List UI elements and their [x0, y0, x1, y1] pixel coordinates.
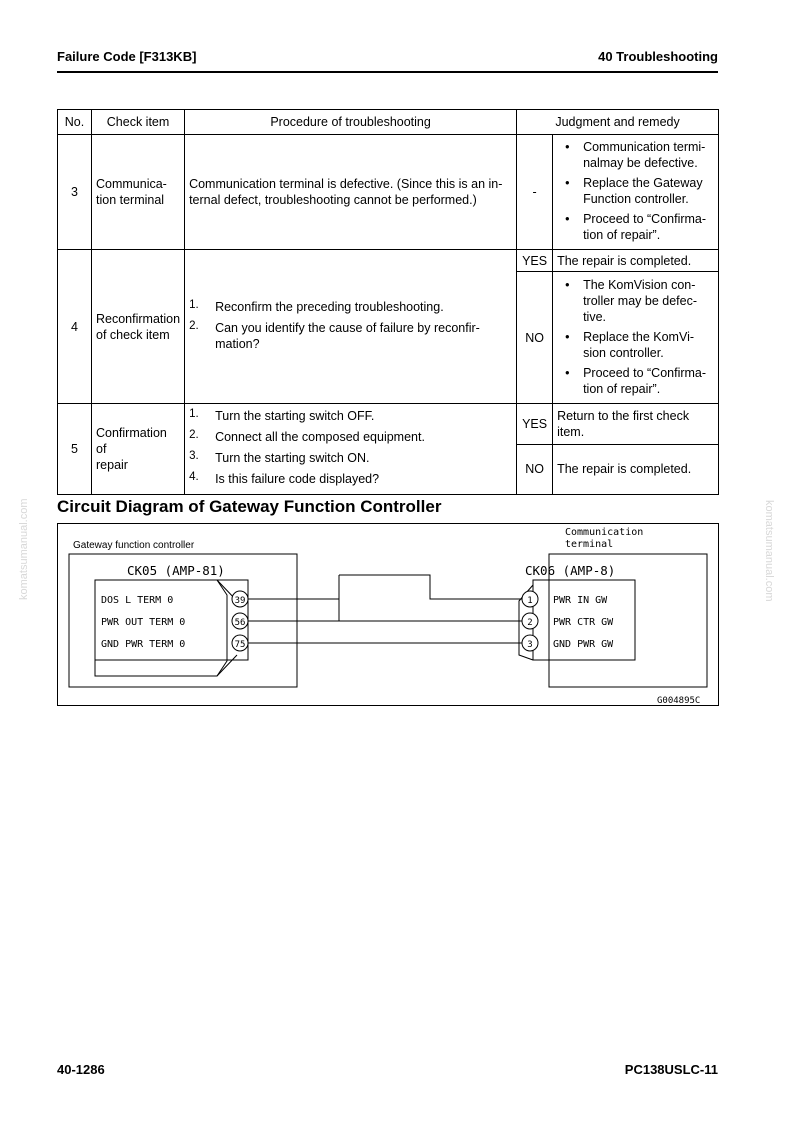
left-box-label: Gateway function controller — [73, 540, 195, 551]
right-pin-number: 1 — [527, 596, 533, 606]
remedy-item: • Replace the Gateway Function controller. — [557, 175, 714, 207]
page-header — [57, 49, 718, 73]
right-box-label: Communication — [565, 527, 644, 538]
left-pin-number: 56 — [234, 618, 246, 628]
step-number: 3. — [189, 450, 199, 462]
left-pin-number: 75 — [234, 640, 246, 650]
procedure-step — [189, 471, 512, 487]
step-number: 2. — [189, 319, 199, 332]
right-pin-number: 2 — [527, 618, 533, 628]
right-pin-number: 3 — [527, 640, 533, 650]
yes-remedy: Return to the first check item. — [553, 404, 719, 445]
right-connector-label: CK06 (AMP-8) — [525, 563, 616, 578]
model-number: PC138USLC-11 — [624, 1062, 718, 1077]
col-header-no: No. — [58, 110, 92, 135]
left-pin-label: PWR OUT TERM 0 — [101, 617, 186, 628]
no-label: NO — [517, 444, 553, 494]
col-header-check-item: Check item — [92, 110, 185, 135]
row-check-item: Communica- tion terminal — [92, 135, 185, 250]
procedure-step — [189, 408, 512, 424]
row-remedy — [553, 135, 719, 250]
row-procedure — [185, 250, 517, 404]
procedure-step — [189, 299, 512, 315]
row-judgment: - — [517, 135, 553, 250]
watermark-right: komatsumanual.com — [763, 500, 775, 602]
right-pin-label: GND PWR GW — [553, 639, 614, 650]
yes-label: YES — [517, 250, 553, 272]
row-no: 4 — [58, 250, 92, 404]
row-check-item: Reconfirmation of check item — [92, 250, 185, 404]
table-row — [58, 404, 719, 445]
step-text: Reconfirm the preceding troubleshooting. — [215, 299, 444, 314]
right-pin-label: PWR IN GW — [553, 595, 608, 606]
remedy-item: • Replace the KomVi- sion controller. — [557, 329, 714, 361]
procedure-step — [189, 450, 512, 466]
left-connector-label: CK05 (AMP-81) — [127, 563, 225, 578]
header-failure-code: Failure Code [F313KB] — [57, 49, 197, 64]
step-text: Turn the starting switch OFF. — [215, 409, 375, 423]
row-no: 3 — [58, 135, 92, 250]
left-pin-label: DOS L TERM 0 — [101, 595, 174, 606]
step-text: Is this failure code displayed? — [215, 472, 380, 486]
table-row — [58, 135, 719, 250]
step-number: 2. — [189, 429, 199, 441]
row-procedure: Communication terminal is defective. (Since this is an in- ternal defect, troubleshooting cannot be performed.) — [185, 135, 517, 250]
remedy-item: • Communication termi- nalmay be defective. — [557, 139, 714, 171]
remedy-item: • Proceed to “Confirma- tion of repair”. — [557, 365, 714, 397]
header-section: 40 Troubleshooting — [598, 49, 718, 64]
remedy-item: • The KomVision con- troller may be defec- tive. — [557, 277, 714, 325]
left-pin-number: 39 — [234, 596, 246, 606]
step-number: 4. — [189, 471, 199, 483]
no-label: NO — [517, 272, 553, 404]
wire-39-to-2 — [248, 599, 522, 621]
wire-56-to-1 — [248, 575, 522, 621]
step-number: 1. — [189, 298, 199, 311]
right-pin-label: PWR CTR GW — [553, 617, 614, 628]
page-number: 40-1286 — [57, 1062, 105, 1077]
row-no: 5 — [58, 404, 92, 495]
row-procedure — [185, 404, 517, 495]
col-header-procedure: Procedure of troubleshooting — [185, 110, 517, 135]
troubleshooting-table — [57, 109, 719, 495]
step-text: Turn the starting switch ON. — [215, 451, 370, 465]
section-title: Circuit Diagram of Gateway Function Controller — [57, 497, 442, 516]
remedy-item: • Proceed to “Confirma- tion of repair”. — [557, 211, 714, 243]
right-box-label: terminal — [565, 539, 614, 550]
step-text: Connect all the composed equipment. — [215, 430, 425, 444]
step-text: Can you identify the cause of failure by reconfir- mation? — [215, 320, 480, 351]
procedure-step — [189, 320, 512, 352]
no-remedy — [553, 272, 719, 404]
watermark-left: komatsumanual.com — [18, 498, 30, 600]
no-remedy: The repair is completed. — [553, 444, 719, 494]
step-number: 1. — [189, 408, 199, 420]
row-check-item: Confirmation of repair — [92, 404, 185, 495]
circuit-diagram — [57, 523, 719, 707]
figure-code: G004895C — [657, 696, 701, 706]
col-header-judgment: Judgment and remedy — [517, 110, 719, 135]
table-row — [58, 250, 719, 272]
yes-remedy: The repair is completed. — [553, 250, 719, 272]
table-header-row — [58, 110, 719, 135]
procedure-step — [189, 429, 512, 445]
yes-label: YES — [517, 404, 553, 445]
left-pin-label: GND PWR TERM 0 — [101, 639, 186, 650]
